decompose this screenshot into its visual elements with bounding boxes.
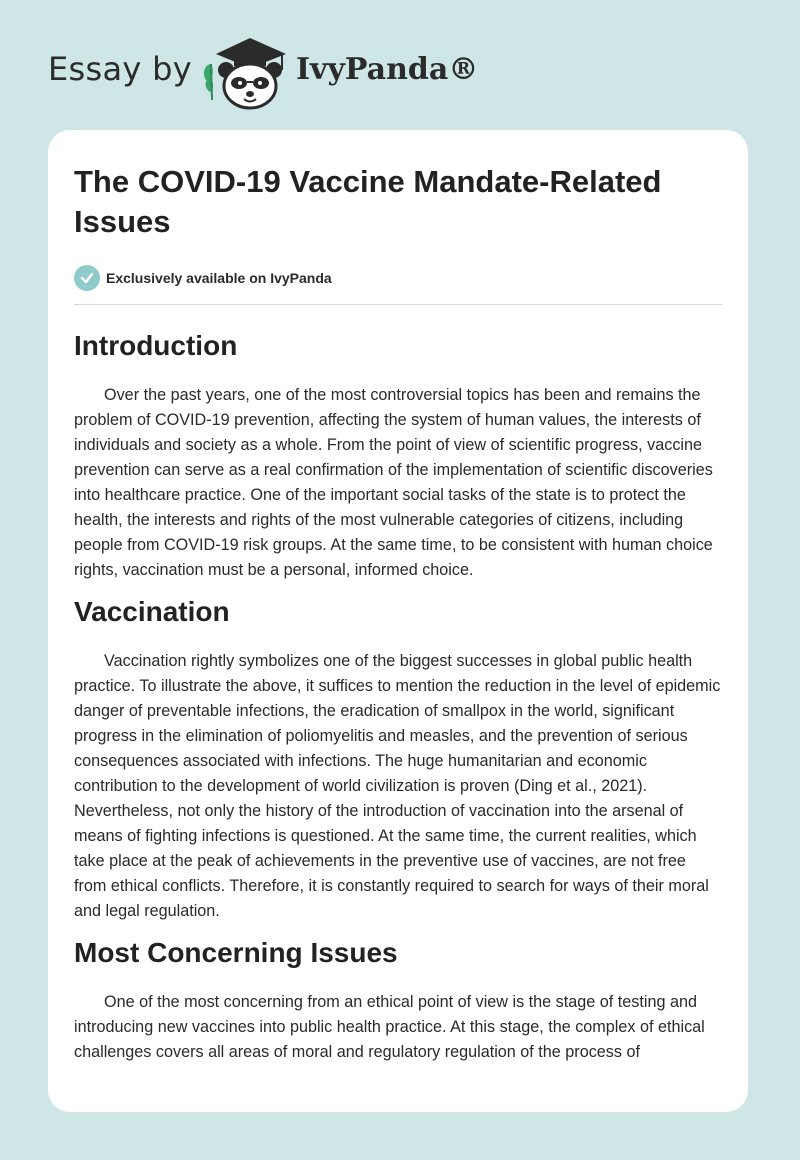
divider [74,304,722,305]
section-heading-most-concerning-issues: Most Concerning Issues [74,937,398,968]
brand-prefix: Essay by [48,50,192,88]
section-paragraph-vaccination: Vaccination rightly symbolizes one of the biggest successes in global public health practice. To illustrate the above, it suffices to mention the reduction in the level of epidemic danger of preventable infections, the eradication of smallpox in the world, significant progress in the elimination of poliomyelitis and measles, and the prevention of serious consequences associated with infections. The huge humanitarian and economic contribution to the development of world civilization is proven (Ding et al., 2021). Nevertheless, not only the history of the introduction of vaccination into the arsenal of means of fighting infections is questioned. At the same time, the current realities, which take place at the peak of achievements in the preventive use of vaccines, are not free from ethical conflicts. Therefore, it is constantly required to search for ways of their moral and legal regulation. [74,652,721,920]
exclusive-badge [74,264,722,292]
check-icon [74,265,100,291]
brand-name[interactable]: IvyPanda® [296,52,479,87]
section-heading-vaccination: Vaccination [74,596,230,627]
exclusive-label: Exclusively available on IvyPanda [106,270,332,286]
site-header [0,0,800,130]
section-paragraph-introduction: Over the past years, one of the most controversial topics has been and remains the problem of COVID-19 prevention, affecting the system of human values, the interests of individuals and society as a whole. From the point of view of scientific progress, vaccine prevention can serve as a real confirmation of the implementation of scientific discoveries into healthcare practice. One of the important social tasks of the state is to protect the health, the interests and rights of the most vulnerable categories of citizens, including people from COVID-19 risk groups. At the same time, to be consistent with human choice rights, vaccination must be a personal, informed choice. [74,386,713,579]
essay-title: The COVID-19 Vaccine Mandate-Related Issues [74,164,662,239]
panda-graduate-logo-icon[interactable] [198,34,290,110]
section-paragraph-most-concerning-issues: One of the most concerning from an ethical point of view is the stage of testing and introducing new vaccines into public health practice. At this stage, the complex of ethical challenges covers all areas of moral and regulatory regulation of the process of [74,993,705,1061]
essay-card [48,130,748,1112]
section-heading-introduction: Introduction [74,330,238,361]
